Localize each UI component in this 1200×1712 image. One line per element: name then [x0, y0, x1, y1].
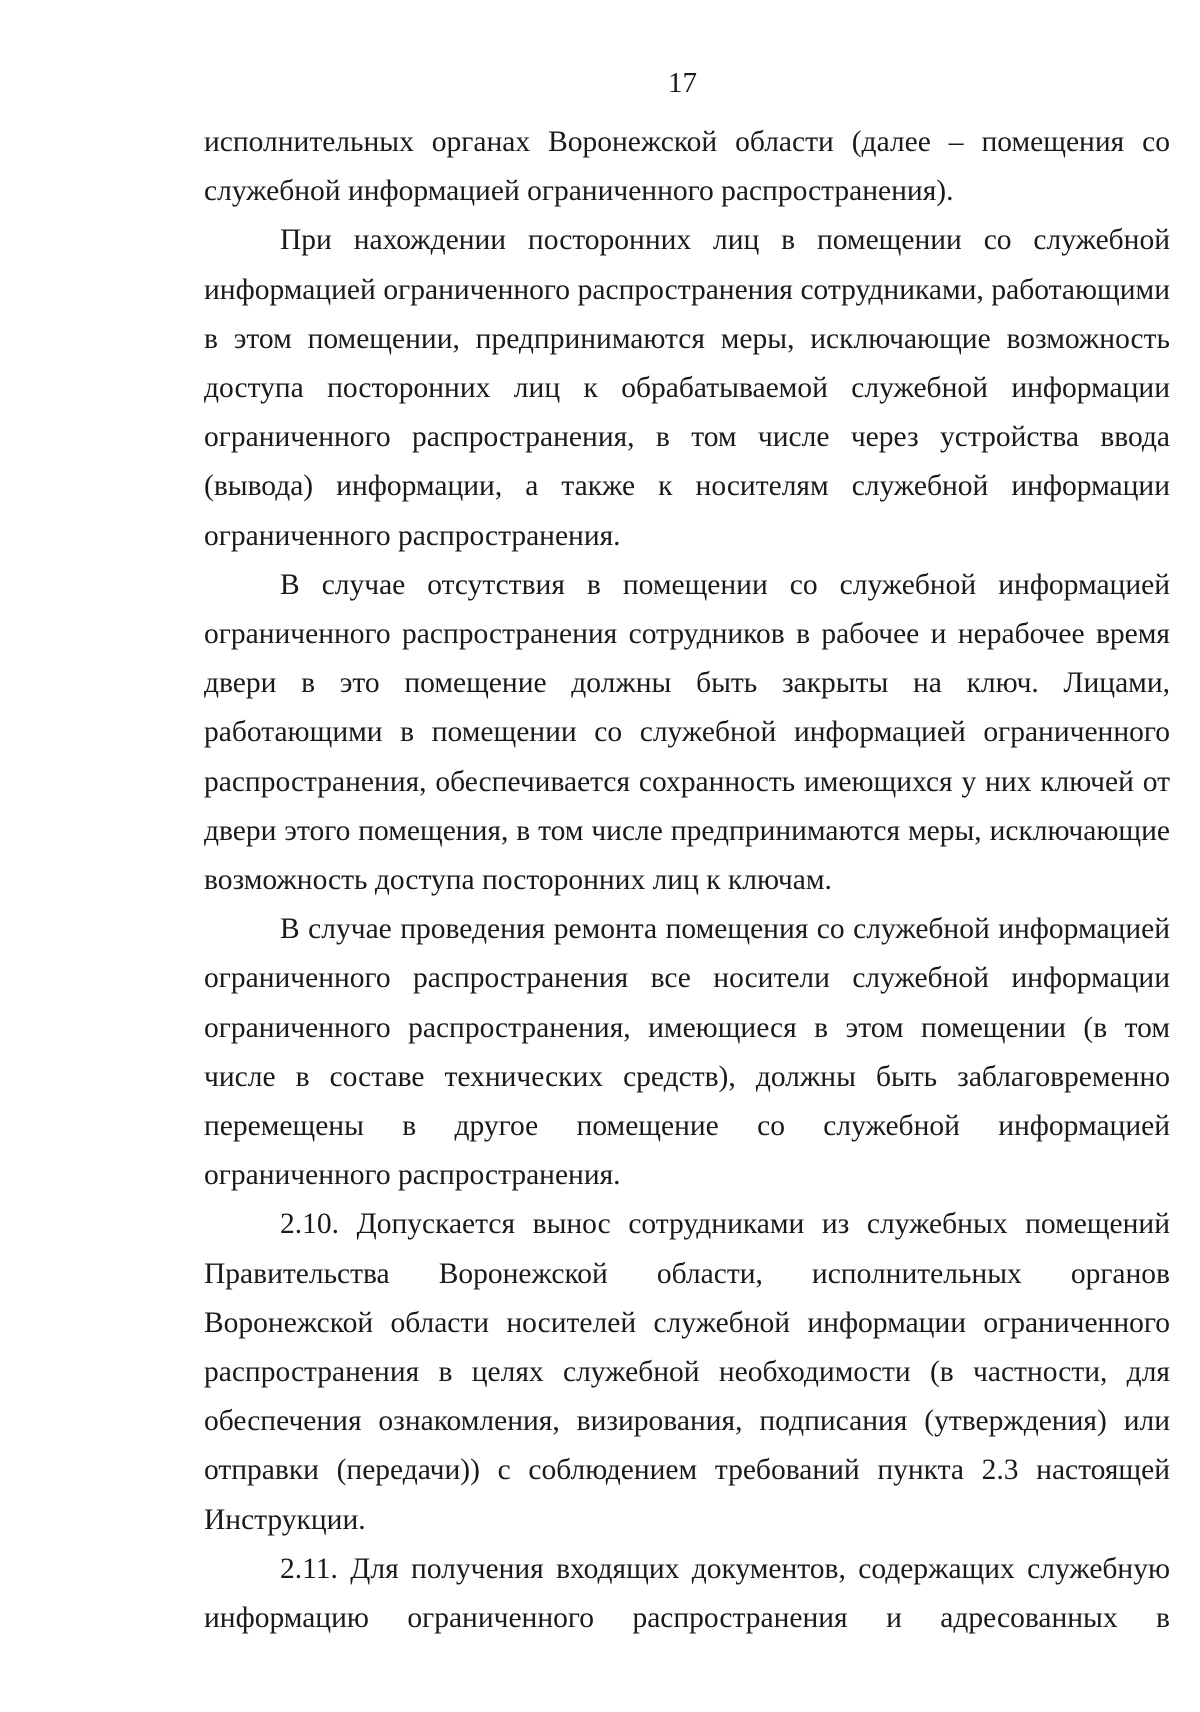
paragraph-repair-relocation: В случае проведения ремонта помещения со служебной информацией ограниченного распространения все носители служебной информации ограниченного распространения, имеющиеся в этом помещении (в том числе в составе технических средств), должны быть заблаговременно перемещены в другое помещение со служебной информацией ограниченного распространения.	[204, 913, 1170, 1192]
document-body	[204, 118, 1170, 1643]
paragraph-outsiders-presence: При нахождении посторонних лиц в помещении со служебной информацией ограниченного распространения сотрудниками, работающими в этом помещении, предпринимаются меры, исключающие возможность доступа посторонних лиц к обрабатываемой служебной информации ограниченного распространения, в том числе через устройства ввода (вывода) информации, а также к носителям служебной информации ограниченного распространения.	[204, 224, 1170, 552]
paragraph-absence-locking: В случае отсутствия в помещении со служебной информацией ограниченного распространения сотрудников в рабочее и нерабочее время двери в это помещение должны быть закрыты на ключ. Лицами, работающими в помещении со служебной информацией ограниченного распространения, обеспечивается сохранность имеющихся у них ключей от двери этого помещения, в том числе предпринимаются меры, исключающие возможность доступа посторонних лиц к ключам.	[204, 568, 1170, 897]
paragraph-continuation: исполнительных органах Воронежской области (далее – помещения со служебной информацией ограниченного распространения).	[204, 126, 1170, 208]
paragraph-2-11-incoming: 2.11. Для получения входящих документов, содержащих служебную информацию ограниченного распространения и адресованных в	[204, 1552, 1170, 1635]
page-number: 17	[668, 67, 697, 99]
paragraph-2-10-removal: 2.10. Допускается вынос сотрудниками из служебных помещений Правительства Воронежской области, исполнительных органов Воронежской области носителей служебной информации ограниченного распространения в целях служебной необходимости (в частности, для обеспечения ознакомления, визирования, подписания (утверждения) или отправки (передачи)) с соблюдением требований пункта 2.3 настоящей Инструкции.	[204, 1208, 1170, 1536]
